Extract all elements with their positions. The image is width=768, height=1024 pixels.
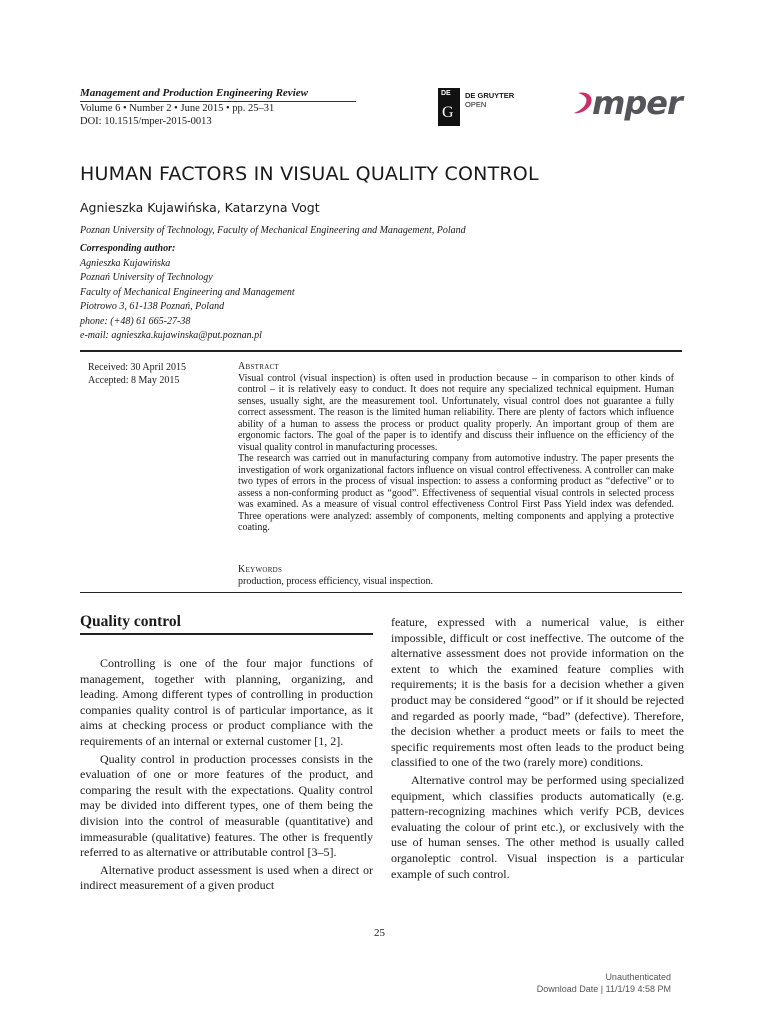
doi: DOI: 10.1515/mper-2015-0013 [80, 116, 212, 127]
abstract-paragraph: Visual control (visual inspection) is often used in production because – in comparison to other kinds of control – it is relatively easy to conduct. It does not require any specialized technical equipment. Human senses, usually sight, are the measurement tool. Unfortunately, visual control does not guarantee a fully correct assessment. The reason is the limited human reliability. There are plenty of factors which influence ability of a human to assess the process or product quality properly. An important group of them are ergonomic factors. The goal of the paper is to identify and discuss their influence on the efficiency of the visual quality control in manufacturing processes. [238, 372, 674, 453]
corr-line: Faculty of Mechanical Engineering and Management [80, 286, 295, 298]
abstract [238, 361, 674, 534]
body-paragraph: feature, expressed with a numerical value, is either impossible, difficult or cost ineffective. The outcome of the alternative assessment does not provide information on the extent to which the examined feature complies with requirements; it is the basis for a decision whether a given product may be considered “good” or if it should be rejected and regarded as poorly made, “bad” (defective). Therefore, the decision whether a product meets or fails to meet the specific requirements most often leads to the product being classified to one of the two (rarely more) conditions. [391, 615, 684, 770]
de-gruyter-logo-icon: DE G [438, 88, 460, 126]
section-rule [80, 633, 373, 635]
download-watermark: Unauthenticated Download Date | 11/1/19 4:58 PM [536, 972, 671, 994]
accepted-date: Accepted: 8 May 2015 [88, 374, 180, 386]
corr-line: Agnieszka Kujawińska [80, 257, 171, 269]
article-authors: Agnieszka Kujawińska, Katarzyna Vogt [80, 200, 320, 215]
right-column [391, 615, 684, 882]
keywords [238, 564, 674, 587]
journal-name: Management and Production Engineering Review [80, 87, 308, 99]
body-paragraph: Controlling is one of the four major functions of management, together with planning, organizing, and leading. Among different types of controlling in production companies quality control is of particular importance, as it aims at checking process or product compliance with the requirements of an internal or external customer [1, 2]. [80, 656, 373, 748]
mper-logo-text: mper [592, 84, 682, 122]
keywords-text: production, process efficiency, visual inspection. [238, 575, 433, 587]
corr-line: Piotrowo 3, 61-138 Poznań, Poland [80, 301, 225, 312]
received-date: Received: 30 April 2015 [88, 362, 187, 373]
affiliation: Poznan University of Technology, Faculty of Mechanical Engineering and Management, Poland [80, 225, 466, 236]
abstract-label: Abstract [238, 361, 280, 372]
abstract-paragraph: The research was carried out in manufacturing company from automotive industry. The paper presents the investigation of work organizational factors influence on visual control effectiveness. A controller can make two types of errors in the process of visual inspection: to assess a conforming product as “defective” or to assess a non-conforming product as “good”. Effectiveness of sequential visual controls in selected process was examined. As a measure of visual control effectiveness Control First Pass Yield index was defended. Three operations were analyzed: assembly of components, melting components and applying a protective coating. [238, 453, 674, 533]
body-paragraph: Quality control in production processes consists in the evaluation of one or more features of the product, and comparing the result with the expectations. Quality control may be divided into different types, one of them being the division into the control of measurable (quantitative) and immeasurable (qualitative) features. The other is frequently referred to as alternative or attributable control [3–5]. [80, 751, 373, 860]
dates [88, 362, 186, 387]
body-paragraph: Alternative product assessment is used when a direct or indirect measurement of a given product [80, 862, 373, 893]
de-gruyter-logo-text: DE GRUYTER OPEN [465, 91, 515, 109]
corresponding-author [80, 242, 295, 344]
keywords-label: Keywords [238, 564, 283, 575]
mper-logo [574, 84, 686, 122]
body-paragraph: Alternative control may be performed using specialized equipment, which classifies products automatically (e.g. pattern-recognizing machines which verify PCB, devices evaluating the colour of print etc.), or exclusively with the use of human senses. The other method is usually called organoleptic control. Visual inspection is a particular example of such control. [391, 772, 684, 881]
journal-rule [80, 101, 356, 102]
section-heading: Quality control [80, 613, 181, 630]
volume-line: Volume 6 • Number 2 • June 2015 • pp. 25–31 [80, 103, 275, 114]
corr-line: Poznań University of Technology [80, 272, 213, 283]
page-number: 25 [374, 927, 385, 939]
abstract-bottom-rule [80, 592, 682, 593]
corresponding-label: Corresponding author: [80, 243, 176, 254]
corr-line: e-mail: agnieszka.kujawinska@put.poznan.pl [80, 330, 262, 341]
abstract-top-rule [80, 350, 682, 352]
article-title: HUMAN FACTORS IN VISUAL QUALITY CONTROL [80, 163, 539, 185]
left-column [80, 656, 373, 894]
corr-line: phone: (+48) 61 665-27-38 [80, 315, 191, 327]
